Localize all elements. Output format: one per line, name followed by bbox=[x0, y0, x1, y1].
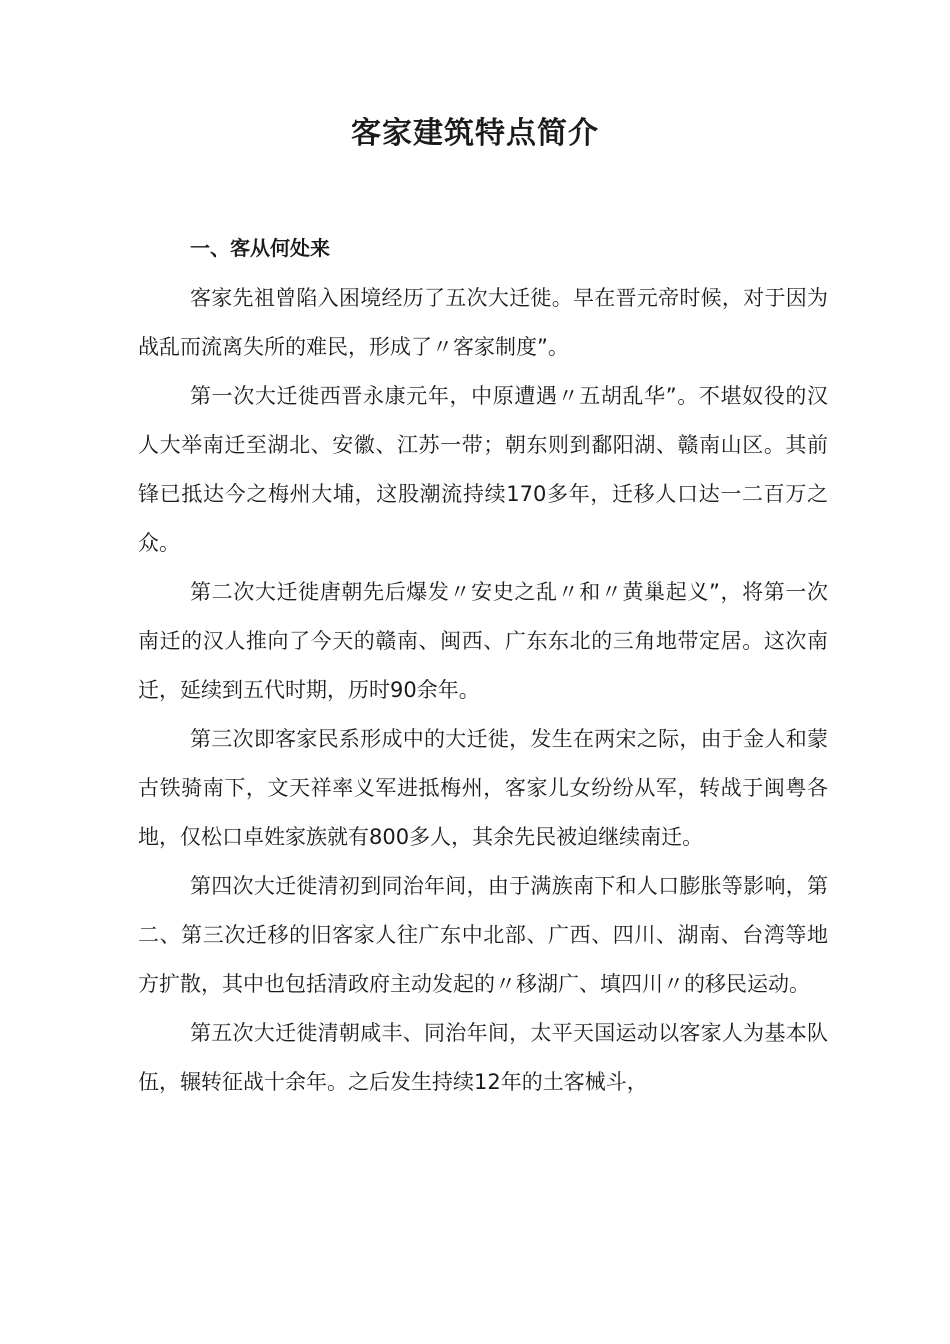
paragraph-third-migration: 第三次即客家民系形成中的大迁徙，发生在两宋之际，由于金人和蒙古铁骑南下，文天祥率义军进抵梅州，客家儿女纷纷从军，转战于闽粤各地，仅松口卓姓家族就有800多人，其余先民被迫继续南迁。 bbox=[138, 727, 828, 849]
paragraph-intro: 客家先祖曾陷入困境经历了五次大迁徙。早在晋元帝时候，对于因为战乱而流离失所的难民，形成了〃客家制度”。 bbox=[138, 286, 828, 359]
page-title: 客家建筑特点简介 bbox=[351, 116, 599, 151]
paragraph-fourth-migration: 第四次大迁徙清初到同治年间，由于满族南下和人口膨胀等影响，第二、第三次迁移的旧客家人往广东中北部、广西、四川、湖南、台湾等地方扩散，其中也包括清政府主动发起的〃移湖广、填四川〃的移民运动。 bbox=[138, 874, 828, 996]
document-body bbox=[138, 226, 828, 1107]
paragraph-first-migration: 第一次大迁徙西晋永康元年，中原遭遇〃五胡乱华”。不堪奴役的汉人大举南迁至湖北、安徽、江苏一带；朝东则到鄱阳湖、赣南山区。其前锋已抵达今之梅州大埔，这股潮流持续170多年，迁移人口达一二百万之众。 bbox=[138, 384, 828, 555]
paragraph-second-migration: 第二次大迁徙唐朝先后爆发〃安史之乱〃和〃黄巢起义”，将第一次南迁的汉人推向了今天的赣南、闽西、广东东北的三角地带定居。这次南迁，延续到五代时期，历时90余年。 bbox=[138, 580, 828, 702]
section-heading: 一、客从何处来 bbox=[190, 236, 330, 260]
paragraph-fifth-migration: 第五次大迁徙清朝咸丰、同治年间，太平天国运动以客家人为基本队伍，辗转征战十余年。之后发生持续12年的土客械斗， bbox=[138, 1021, 828, 1094]
